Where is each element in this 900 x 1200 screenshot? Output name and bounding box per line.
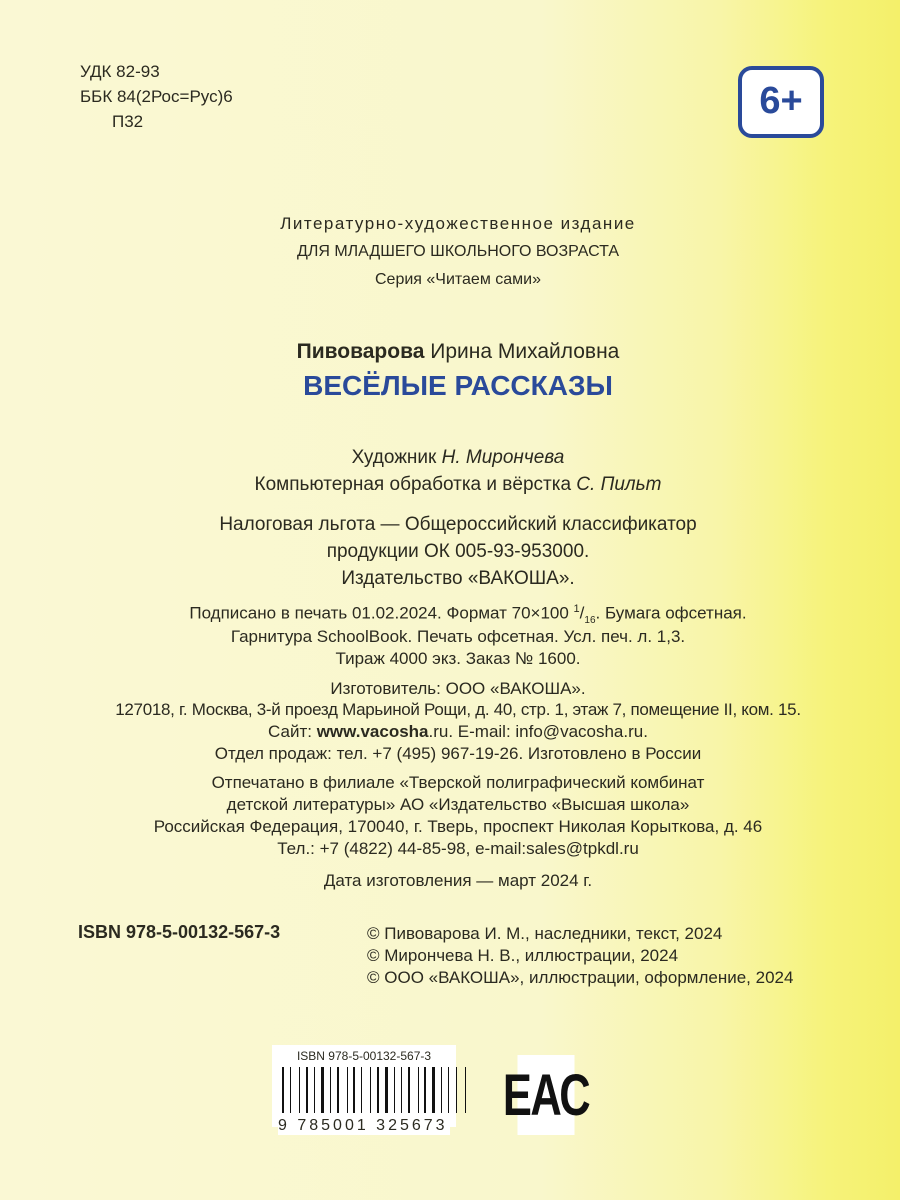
barcode-bar [418,1067,419,1113]
barcode-isbn: ISBN 978-5-00132-567-3 [296,1049,432,1063]
age-rating-badge: 6+ [738,66,824,138]
eac-mark-text: ЕАС [502,1062,590,1128]
book-title: ВЕСЁЛЫЕ РАССКАЗЫ [303,370,613,401]
bbk: ББК 84(2Рос=Рус)6 [80,87,233,106]
maker-site [0,722,900,742]
author-surname: Пивоварова [296,340,425,363]
tax-line: Налоговая льгота — Общероссийский классификатор [219,514,697,535]
barcode-bar [337,1067,339,1113]
printer-line: детской литературы» АО «Издательство «Высшая школа» [226,795,690,814]
printer-line: Российская Федерация, 170040, г. Тверь, проспект Николая Корыткова, д. 46 [153,817,763,836]
print-line: Подписано в печать 01.02.2024. Формат 70×100 $^1/_{16}$. Бумага офсетная. [189,603,747,627]
author [0,340,900,364]
barcode-bar [361,1067,362,1113]
print-text: . Бумага офсетная. [595,603,747,623]
barcode-bar [456,1067,457,1113]
isbn-barcode [272,1045,456,1134]
isbn: ISBN 978-5-00132-567-3 [78,922,281,942]
print-line: Тираж 4000 экз. Заказ № 1600. [335,649,581,668]
barcode-bar [465,1067,466,1113]
format-denominator: 16 [584,615,596,627]
barcode-bar [353,1067,355,1113]
barcode-bar [385,1067,388,1113]
author-code: П32 [112,112,144,131]
udk: УДК 82-93 [80,62,160,81]
barcode-bar [321,1067,324,1113]
site-link[interactable]: www.vacosha [316,722,429,741]
genre: Литературно-художественное издание [280,214,636,233]
maker-address: 127018, г. Москва, 3-й проезд Марьиной Рощи, д. 40, стр. 1, этаж 7, помещение II, ком. 15. [115,700,801,719]
author-name: Ирина Михайловна [430,340,620,363]
layout-name: С. Пильт [576,474,662,495]
barcode-bar [401,1067,402,1113]
print-line: Гарнитура SchoolBook. Печать офсетная. Усл. печ. л. 1,3. [230,627,686,646]
print-text: Подписано в печать 01.02.2024. Формат 70×100 [189,603,574,623]
copyright-line: © Пивоварова И. М., наследники, текст, 2024 [367,924,723,943]
barcode-bar [290,1067,291,1113]
barcode-bar [347,1067,348,1113]
eac-mark-icon [502,1055,590,1135]
layout-label: Компьютерная обработка и вёрстка [254,474,577,495]
barcode-bar [330,1067,331,1113]
barcode-bar [448,1067,449,1113]
maker-line: Изготовитель: ООО «ВАКОША». [330,679,586,698]
barcode-bar [432,1067,435,1113]
barcode-bar [282,1067,284,1113]
tax-line: продукции ОК 005-93-953000. [326,541,590,562]
copyright-line: © Мирончева Н. В., иллюстрации, 2024 [367,946,679,965]
artist-label: Художник [351,447,442,468]
printer-line: Тел.: +7 (4822) 44-85-98, e-mail:sales@tpkdl.ru [277,839,639,858]
barcode-digits: 9 785001 325673 [278,1117,448,1134]
barcode-bar [394,1067,395,1113]
barcode-bar [441,1067,442,1113]
site-label: Сайт: [268,722,317,741]
barcode-bar [424,1067,426,1113]
production-date: Дата изготовления — март 2024 г. [323,871,593,890]
barcode-bar [408,1067,410,1113]
barcode-bar [314,1067,315,1113]
barcode-bar [377,1067,379,1113]
barcode-bar [370,1067,371,1113]
tax-line: Издательство «ВАКОША». [341,568,575,589]
printer-line: Отпечатано в филиале «Тверской полиграфический комбинат [211,773,705,792]
series: Серия «Читаем сами» [374,271,542,288]
artist-name: Н. Мирончева [441,447,565,468]
copyright-line: © ООО «ВАКОША», иллюстрации, оформление, 2024 [367,968,794,987]
layout-credit [0,474,900,496]
barcode-bars [278,1067,450,1117]
format-numerator: 1 [573,603,580,615]
maker-sales: Отдел продаж: тел. +7 (495) 967-19-26. Изготовлено в России [214,744,702,763]
audience: ДЛЯ МЛАДШЕГО ШКОЛЬНОГО ВОЗРАСТА [296,243,620,260]
barcode-bar [299,1067,300,1113]
site-email: .ru. E-mail: info@vacosha.ru. [428,722,648,741]
barcode-bar [306,1067,308,1113]
artist-credit [0,447,900,469]
